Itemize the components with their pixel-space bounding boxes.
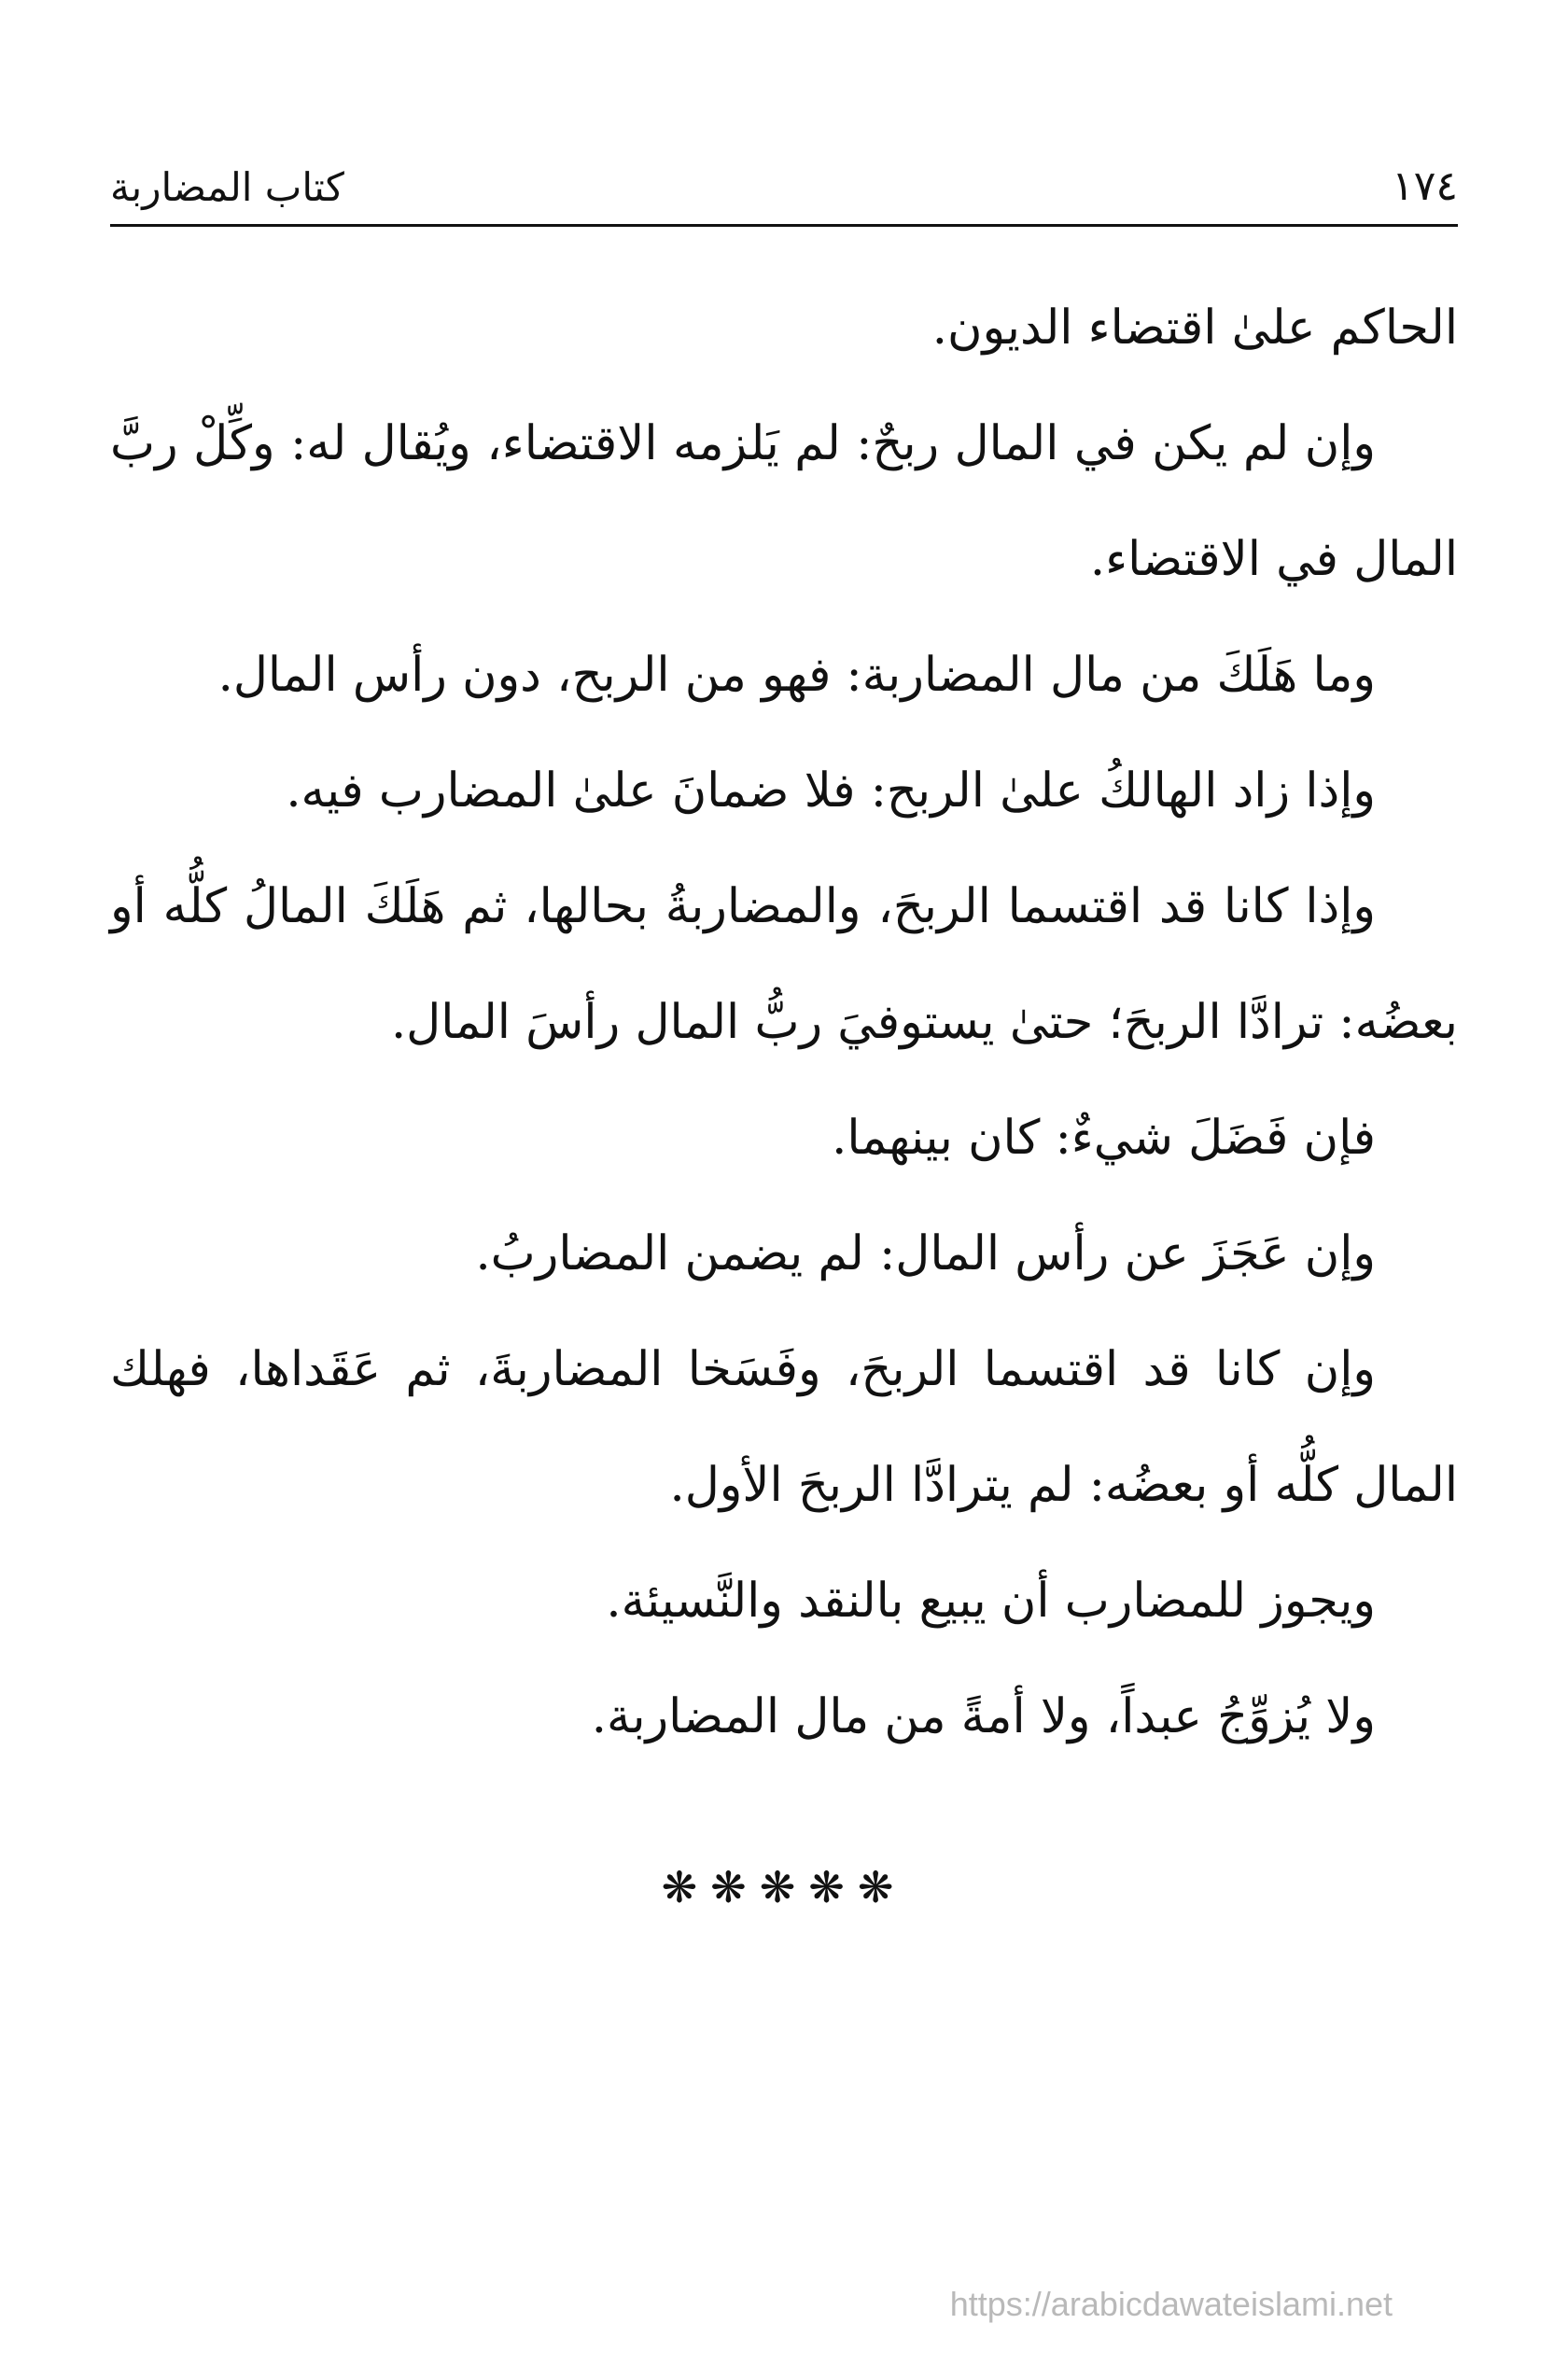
paragraph-8: وإن كانا قد اقتسما الربحَ، وفَسَخا المضاربةَ، ثم عَقَداها، فهلك المال كلُّه أو بعضُه: لم يترادَّا الربحَ الأول. bbox=[110, 1342, 1458, 1513]
page-number: ١٧٤ bbox=[1392, 162, 1458, 210]
paragraph-3: وما هَلَكَ من مال المضاربة: فهو من الربح، دون رأس المال. bbox=[217, 648, 1376, 703]
paragraph-5: وإذا كانا قد اقتسما الربحَ، والمضاربةُ بحالها، ثم هَلَكَ المالُ كلُّه أو بعضُه: ترادَّا الربحَ؛ حتىٰ يستوفيَ ربُّ المال رأسَ المال. bbox=[110, 879, 1458, 1050]
paragraph-2: وإن لم يكن في المال ربحٌ: لم يَلزمه الاقتضاء، ويُقال له: وكِّلْ ربَّ المال في الاقتضاء. bbox=[110, 416, 1458, 587]
paragraph-1: الحاكم علىٰ اقتضاء الديون. bbox=[931, 301, 1458, 356]
paragraph-4: وإذا زاد الهالكُ علىٰ الربح: فلا ضمانَ علىٰ المضارب فيه. bbox=[286, 763, 1376, 819]
paragraph-7: وإن عَجَزَ عن رأس المال: لم يضمن المضاربُ. bbox=[475, 1226, 1376, 1281]
paragraph-9: ويجوز للمضارب أن يبيع بالنقد والنَّسيئة. bbox=[606, 1574, 1376, 1629]
page-header bbox=[110, 140, 1458, 227]
running-title: كتاب المضاربة bbox=[110, 164, 344, 210]
page-body bbox=[110, 271, 1458, 1775]
watermark-url: https://arabicdawateislami.net bbox=[949, 2285, 1393, 2323]
section-divider: ❋❋❋❋❋ bbox=[661, 1862, 907, 1912]
paragraph-6: فإن فَضَلَ شيءٌ: كان بينهما. bbox=[832, 1111, 1376, 1166]
paragraph-10: ولا يُزوِّجُ عبداً، ولا أمةً من مال المضاربة. bbox=[591, 1689, 1376, 1744]
